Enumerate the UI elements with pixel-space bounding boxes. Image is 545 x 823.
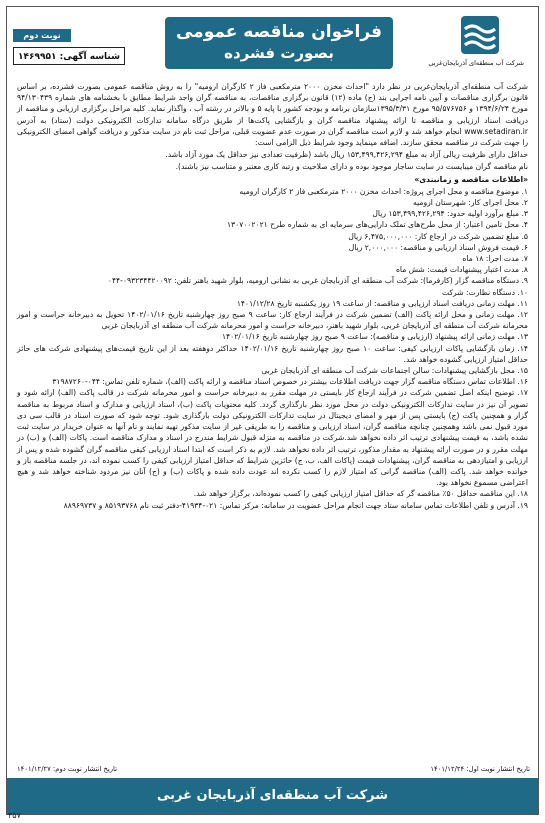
list-item: ۶. قیمت فروش اسناد ارزیابی و مناقصه: ۲,۰۰۰,۰۰۰ ریال	[348, 242, 528, 252]
list-item: ۲. محل اجرای کار: شهرستان ارومیه	[413, 198, 528, 208]
logo-caption: شرکت آب منطقه‌ای آذربایجان‌غربی	[428, 59, 524, 67]
list-item: ۱۰. دستگاه نظارت: شرکت	[441, 287, 528, 297]
page-number: ۴۵۷	[8, 811, 21, 820]
list-item: ۴. محل تامین اعتبار: از محل طرح‌های تملک دارایی‌های سرمایه ای به شماره طرح ۱۳۰۷۰۰۲۰۲۱	[226, 220, 528, 230]
list-item: ۱. موضوع مناقصه و محل اجرای پروژه: احداث مخزن ۲۰۰۰ مترمکعبی فاز ۲ کارگران ارومیه	[239, 186, 528, 196]
intro-paragraph: شرکت آب منطقه‌ای آذربایجان‌غربی در نظر دارد "احداث مخزن ۲۰۰۰ مترمکعبی فاز ۲ کارگران ارومیه" را به روش مناقصه عمومی بصورت فشرده، بر اساس قانون برگزاری مناقصات و آیین نامه اجرایی بند (ج) ماده (۱۲) قانون برگزاری مناقصات، به مناقصه گران واجد شرایط مطابق با بخشنامه های شماره ۹۴/۱۳۰۴۳۹ مورخ ۱۳۹۴/۶/۲۴ و ۹۵/۵۷۶۷۵۶ مورخ ۱۳۹۵/۳/۳۱سازمان برنامه و بودجه کشور با پایه ۵ و بالاتر در رشته آب ، واگذار نماید. کلیه مراحل برگزاری ارزیابی و مناقصه از دریافت اسناد ارزیابی و مناقصه تا ارائه پیشنهاد مناقصه گران و بازگشایی پاکت‌ها از طریق درگاه سامانه تدارکات الکترونیکی دولت (ستاد) به آدرس www.setadiran.ir انجام خواهد شد و لازم است مناقصه گران در صورت عدم عضویت قبلی، مراحل ثبت نام در سایت مذکور و دریافت گواهی امضای الکترونیکی را جهت شرکت در مناقصه محقق سازند. اضافه مینماید وجود شرایط ذیل الزامی است:	[17, 82, 528, 148]
ad-id-box: شناسه آگهی: ۱۴۶۹۹۵۱	[13, 47, 125, 65]
list-item: ۱۳. مهلت زمانی ارائه پیشنهاد (ارزیابی و مناقصه): ساعت ۹ صبح روز چهارشنبه تاریخ ۱۴۰۲/۰۱/۱۶	[221, 332, 528, 342]
list-item: ۱۵. محل بازگشایی پیشنهادات: سالن اجتماعات شرکت آب منطقه ای آذربایجان غربی	[261, 366, 528, 376]
list-item: ۱۶. اطلاعات تماس دستگاه مناقصه گزار جهت دریافت اطلاعات بیشتر در خصوص اسناد مناقصه و ارائه پاکت (الف)، شماره تلفن تماس: ۰۴۴-۳۱۹۸۷۲۶۰	[52, 377, 528, 387]
list-item: ۳. مبلغ برآورد اولیه حدود: ۱۵۳,۴۹۹,۴۲۶,۲۹۴ ریال	[372, 209, 528, 219]
header	[7, 7, 538, 79]
publish-date-second: تاریخ انتشار نوبت دوم: ۱۴۰۱/۱۲/۲۷	[17, 765, 117, 773]
company-logo	[428, 15, 524, 73]
turn-badge: نوبت دوم	[13, 29, 71, 42]
page-subtitle: بصورت فشرده	[224, 44, 334, 62]
water-wave-icon	[460, 15, 500, 55]
title-banner	[165, 17, 393, 69]
list-item: ۷. مدت اجرا: ۱۸ ماه	[462, 254, 528, 264]
list-item: ۱۱. مهلت زمانی دریافت اسناد ارزیابی و مناقصه: از ساعت ۱۹ روز یکشنبه تاریخ ۱۴۰۱/۱۲/۲۸	[236, 298, 528, 308]
list-item: ۸. مدت اعتبار پیشنهادات قیمت: شش ماه	[395, 265, 528, 275]
company-footer-banner: شرکت آب منطقه‌ای آذربایجان غربی	[7, 778, 538, 814]
capacity-requirement: حداقل دارای ظرفیت ریالی آزاد به مبلغ ۱۵۳,۴۹۹,۴۲۶,۲۹۴ ریال باشد (ظرفیت تعدادی نیز حداقل یک مورد آزاد باشد.	[165, 150, 528, 160]
list-item: ۱۴. زمان بازگشایی پاکات ارزیابی کیفی: ساعت ۱۰ صبح روز چهارشنبه تاریخ ۱۴۰۲/۰۱/۱۶ حداکثر دوهفته بعد از این تاریخ قیمت‌های پیشنهادی شرکت های حائز حداقل امتیاز ارزیابی گشوده خواهد شد.	[17, 343, 529, 364]
info-heading: «اطلاعات مناقصه و زمانبندی»	[414, 174, 528, 184]
list-item: ۹. دستگاه مناقصه گزار (کارفرما): شرکت آب منطقه ای آذربایجان غربی به نشانی ارومیه، بلوار شهید باهنر تلفن: ۰۹۳۲۳۴۴۲۰۰۹۲-۰۴۴	[107, 276, 528, 286]
publish-date-first: تاریخ انتشار نوبت اول: ۱۴۰۱/۱۲/۲۴	[430, 765, 530, 773]
list-item: ۱۹. آدرس و تلفن اطلاعات تماس سامانه ستاد جهت انجام مراحل عضویت در سامانه: مرکز تماس: ۰۲۱-۴۱۹۳۴-دفتر ثبت نام ۸۵۱۹۳۷۶۸ و ۸۸۹۶۹۷۳۷	[63, 500, 528, 510]
list-item: ۱۲. مهلت زمانی و محل ارائه پاکت (الف) تضمین شرکت در فرآیند ارجاع کار: ساعت ۹ صبح روز چهارشنبه تاریخ ۱۴۰۲/۰۱/۱۶ تحویل به دبیرخانه حراست و امور محرمانه شرکت آب منطقه ای آذربایجان غربی، بلوار شهید باهنر، دبیرخانه حراست و امور محرمانه شرکت آب منطقه ای آذربایجان غربی	[17, 310, 529, 331]
page-title: فراخوان مناقصه عمومی	[175, 22, 383, 42]
sajar-requirement: نام مناقصه گران میبایست در سایت ساجار موجود بوده و دارای صلاحیت و رتبه کاری معتبر و متناسب نیز باشند).	[175, 162, 528, 172]
advertisement-page	[6, 6, 539, 815]
list-item: ۱۷. توضیح اینکه اصل تضمین شرکت در فرآیند ارجاع کار بایستی در مهلت مقرر به دبیرخانه حراست و امور محرمانه شرکت در قالب پاکت (الف) ارائه شود و تصویر آن نیز در سایت تدارکات الکترونیکی دولت در محل مورد نظر بارگذاری گردد. کلیه محتویات پاکت (ب)، اسناد ارزیابی و مدارک و اسناد مربوط به مناقصه گزار و همچنین پاکت (ج) بایستی پس از مهر و امضای دیجیتال در سایت تدارکات الکترونیکی دولت بارگذاری شود. توجه شود که صورت اسناد در قالب سی دی مورد قبول نمی باشد وهمچنین چنانچه مناقصه گران، اسناد ارزیابی و مناقصه را به طریقی غیر از سایت مذکور تهیه نمایند و نام آنها به عنوان خریدار در سایت ثبت نشده باشد، به قیمت پیشنهادی ترتیب اثر داده نخواهد شد.شرکت در مناقصه به منزله قبول شرایط مندرج در اسناد و مدارک مناقصه است. پاکات (الف) و (ب) در مهلت مقرر و در صورت ارائه پیشنهاد به مقدار مذکور، ترتیب اثر داده نخواهد شد. لازم به ذکر است که ابتدا اسناد ارزیابی کیفی مناقصه گران گشوده شده و پس از ارزیابی و امتیازدهی به مناقصه گران، پیشنهادات قیمت (پاکات الف، ب، ج) حائزین شرایط که حداقل امتیاز ارزیابی کیفی را کسب نموده اند، در جلسه مناقصه باز و خوانده خواهد شد. پاکت (الف) مناقصه گرانی که امتیاز لازم را کسب نکرده اند عودت داده شده و پاکات (ب) و (ج) آنان نیز مردود شناخته خواهد شد و هیچ اعتراضی مسموع نخواهد بود.	[17, 388, 528, 488]
publish-dates	[15, 765, 532, 777]
advertisement-body	[17, 81, 528, 511]
list-item: ۵. مبلغ تضمین شرکت در ارجاع کار: ۶,۴۷۵,۰۰۰,۰۰۰ ریال	[348, 231, 528, 241]
list-item: ۱۸. این مناقصه حداقل ۵۰٪ مناقصه گر که حداقل امتیاز ارزیابی کیفی را کسب نموده‌اند، برگزار خواهد شد.	[193, 489, 528, 499]
